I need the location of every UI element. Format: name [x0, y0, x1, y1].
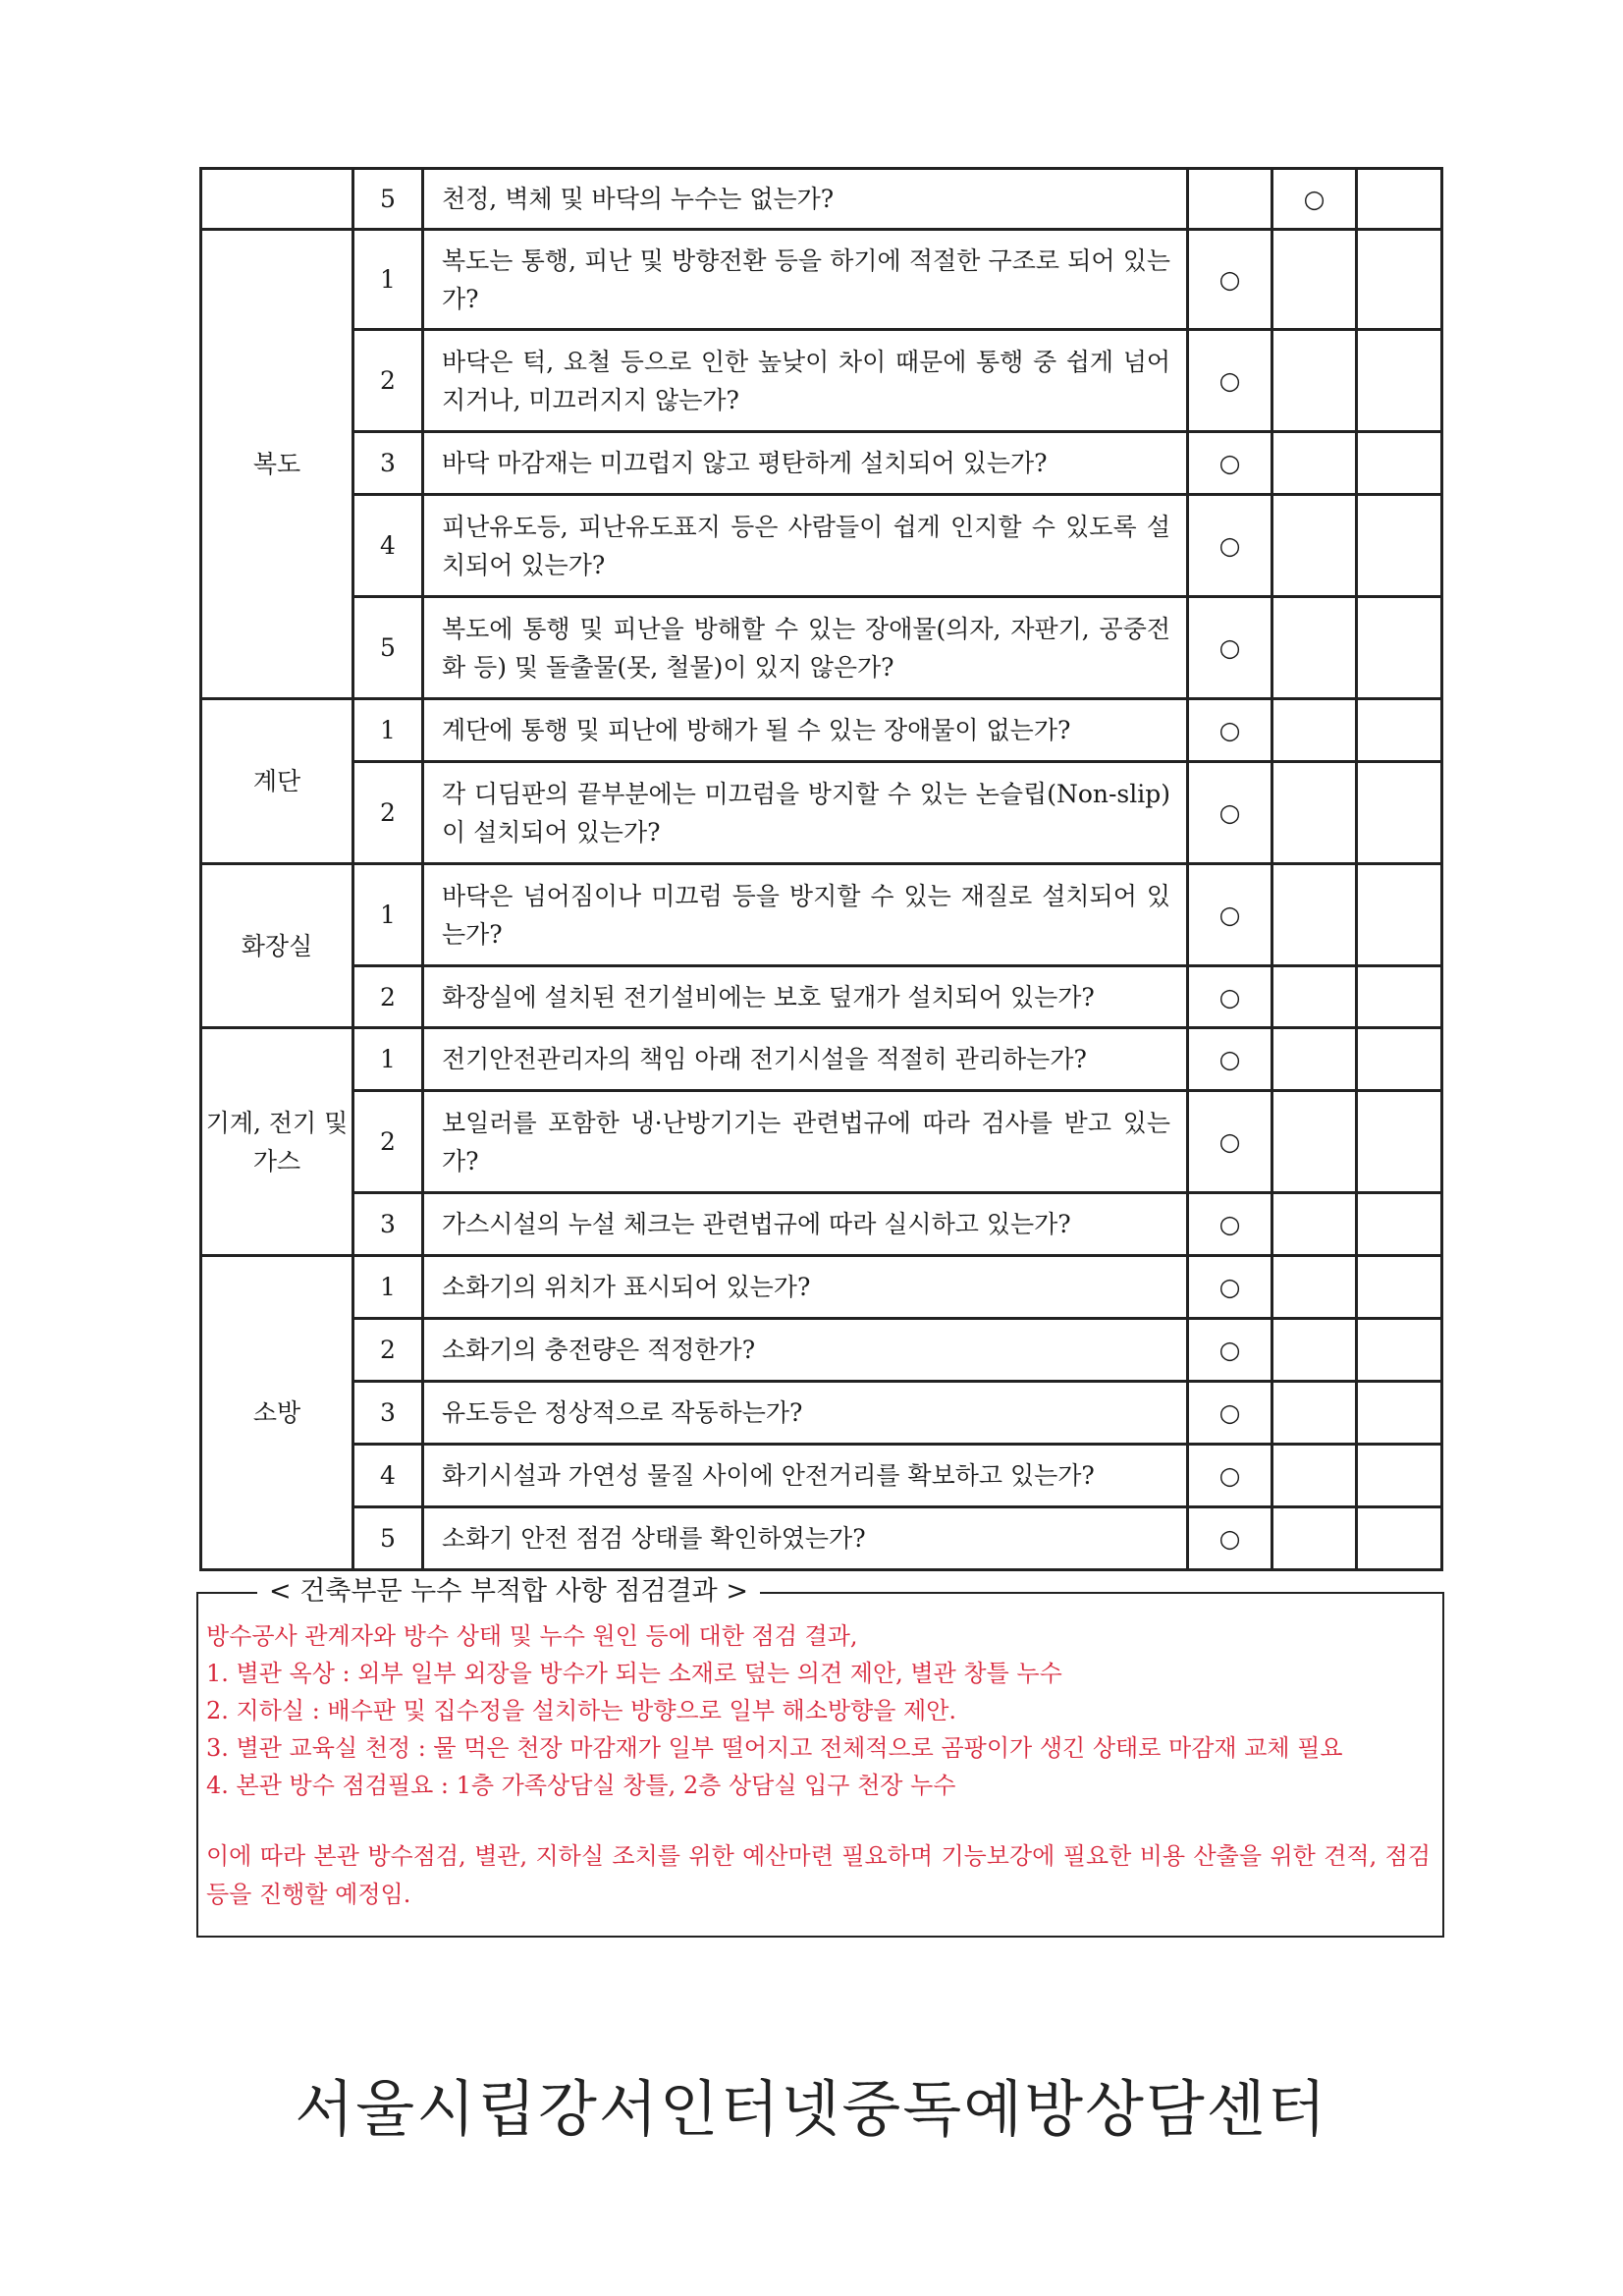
- organization-name: 서울시립강서인터넷중독예방상담센터: [295, 2073, 1328, 2145]
- item-number-cell: 3: [353, 1382, 423, 1445]
- item-number-cell: 2: [353, 1319, 423, 1382]
- check-cell: [1272, 966, 1357, 1028]
- check-cell: [1272, 432, 1357, 495]
- question-cell: 천정, 벽체 및 바닥의 누수는 없는가?: [423, 169, 1188, 230]
- item-number-cell: 2: [353, 966, 423, 1028]
- check-cell: [1357, 495, 1442, 597]
- item-number-cell: 5: [353, 597, 423, 699]
- checklist-body: [201, 169, 1442, 1570]
- check-cell: [1357, 699, 1442, 762]
- question-cell: 복도는 통행, 피난 및 방향전환 등을 하기에 적절한 구조로 되어 있는가?: [423, 230, 1188, 330]
- item-number-cell: 2: [353, 330, 423, 432]
- check-mark-cell: ○: [1188, 1256, 1272, 1319]
- check-mark-cell: ○: [1188, 966, 1272, 1028]
- question-cell: 소화기 안전 점검 상태를 확인하였는가?: [423, 1507, 1188, 1570]
- result-line: 4. 본관 방수 점검필요 : 1층 가족상담실 창틀, 2층 상담실 입구 천장 누수: [206, 1772, 956, 1799]
- check-cell: [1272, 330, 1357, 432]
- check-mark-cell: ○: [1188, 1507, 1272, 1570]
- question-cell: 바닥 마감재는 미끄럽지 않고 평탄하게 설치되어 있는가?: [423, 432, 1188, 495]
- item-number-cell: 4: [353, 495, 423, 597]
- check-mark-cell: ○: [1188, 1193, 1272, 1256]
- check-cell: [1357, 762, 1442, 864]
- check-cell: [1272, 864, 1357, 966]
- question-cell: 계단에 통행 및 피난에 방해가 될 수 있는 장애물이 없는가?: [423, 699, 1188, 762]
- table-row: [201, 330, 1442, 432]
- item-number-cell: 5: [353, 169, 423, 230]
- question-cell: 유도등은 정상적으로 작동하는가?: [423, 1382, 1188, 1445]
- question-cell: 전기안전관리자의 책임 아래 전기시설을 적절히 관리하는가?: [423, 1028, 1188, 1091]
- item-number-cell: 2: [353, 1091, 423, 1193]
- check-cell: [1357, 966, 1442, 1028]
- check-cell: [1272, 1028, 1357, 1091]
- result-line: 2. 지하실 : 배수판 및 집수정을 설치하는 방향으로 일부 해소방향을 제안.: [206, 1697, 957, 1724]
- check-cell: [1357, 330, 1442, 432]
- check-cell: [1357, 864, 1442, 966]
- check-cell: [1357, 1382, 1442, 1445]
- check-cell: [1272, 1256, 1357, 1319]
- check-mark-cell: ○: [1188, 1091, 1272, 1193]
- check-mark-cell: ○: [1188, 699, 1272, 762]
- check-cell: [1272, 230, 1357, 330]
- check-cell: [1272, 1445, 1357, 1507]
- table-row: [201, 169, 1442, 230]
- table-row: [201, 1256, 1442, 1319]
- table-row: [201, 1193, 1442, 1256]
- check-mark-cell: ○: [1188, 1319, 1272, 1382]
- category-cell: [201, 169, 353, 230]
- inspection-result-box: [196, 1576, 1444, 1938]
- check-mark-cell: ○: [1272, 169, 1357, 230]
- check-cell: [1272, 495, 1357, 597]
- check-cell: [1357, 169, 1442, 230]
- check-cell: [1272, 699, 1357, 762]
- result-line: 3. 별관 교육실 천정 : 물 먹은 천장 마감재가 일부 떨어지고 전체적으로 곰팡이가 생긴 상태로 마감재 교체 필요: [206, 1734, 1343, 1762]
- question-cell: 복도에 통행 및 피난을 방해할 수 있는 장애물(의자, 자판기, 공중전화 등) 및 돌출물(못, 철물)이 있지 않은가?: [423, 597, 1188, 699]
- item-number-cell: 1: [353, 230, 423, 330]
- check-mark-cell: ○: [1188, 762, 1272, 864]
- table-row: [201, 966, 1442, 1028]
- item-number-cell: 2: [353, 762, 423, 864]
- check-cell: [1272, 1193, 1357, 1256]
- item-number-cell: 1: [353, 699, 423, 762]
- check-mark-cell: ○: [1188, 330, 1272, 432]
- check-mark-cell: ○: [1188, 432, 1272, 495]
- check-cell: [1357, 1445, 1442, 1507]
- table-row: [201, 230, 1442, 330]
- item-number-cell: 1: [353, 1028, 423, 1091]
- table-row: [201, 1507, 1442, 1570]
- category-cell: 소방: [201, 1256, 353, 1570]
- check-cell: [1272, 762, 1357, 864]
- check-cell: [1272, 1507, 1357, 1570]
- category-cell: 기계, 전기 및 가스: [201, 1028, 353, 1256]
- item-number-cell: 1: [353, 864, 423, 966]
- inspection-checklist-table: [199, 167, 1443, 1571]
- item-number-cell: 4: [353, 1445, 423, 1507]
- check-cell: [1357, 597, 1442, 699]
- question-cell: 화장실에 설치된 전기설비에는 보호 덮개가 설치되어 있는가?: [423, 966, 1188, 1028]
- result-lines: [206, 1617, 1433, 1804]
- check-cell: [1272, 1319, 1357, 1382]
- question-cell: 피난유도등, 피난유도표지 등은 사람들이 쉽게 인지할 수 있도록 설치되어 있는가?: [423, 495, 1188, 597]
- item-number-cell: 3: [353, 432, 423, 495]
- check-cell: [1188, 169, 1272, 230]
- question-cell: 바닥은 넘어짐이나 미끄럼 등을 방지할 수 있는 재질로 설치되어 있는가?: [423, 864, 1188, 966]
- table-row: [201, 1445, 1442, 1507]
- question-cell: 가스시설의 누설 체크는 관련법규에 따라 실시하고 있는가?: [423, 1193, 1188, 1256]
- check-mark-cell: ○: [1188, 864, 1272, 966]
- question-cell: 보일러를 포함한 냉·난방기기는 관련법규에 따라 검사를 받고 있는가?: [423, 1091, 1188, 1193]
- table-row: [201, 1319, 1442, 1382]
- result-line: 1. 별관 옥상 : 외부 일부 외장을 방수가 되는 소재로 덮는 의견 제안, 별관 창틀 누수: [206, 1660, 1062, 1687]
- check-cell: [1357, 230, 1442, 330]
- table-row: [201, 1028, 1442, 1091]
- check-cell: [1357, 1319, 1442, 1382]
- table-row: [201, 1091, 1442, 1193]
- question-cell: 소화기의 충전량은 적정한가?: [423, 1319, 1188, 1382]
- check-mark-cell: ○: [1188, 1028, 1272, 1091]
- check-mark-cell: ○: [1188, 1382, 1272, 1445]
- result-line: 방수공사 관계자와 방수 상태 및 누수 원인 등에 대한 점검 결과,: [206, 1622, 858, 1650]
- result-title: < 건축부문 누수 부적합 사항 점검결과 >: [257, 1574, 760, 1610]
- table-row: [201, 432, 1442, 495]
- check-cell: [1357, 1028, 1442, 1091]
- check-cell: [1357, 1507, 1442, 1570]
- item-number-cell: 3: [353, 1193, 423, 1256]
- table-row: [201, 597, 1442, 699]
- check-cell: [1357, 1091, 1442, 1193]
- check-cell: [1272, 1091, 1357, 1193]
- check-cell: [1357, 432, 1442, 495]
- check-cell: [1272, 1382, 1357, 1445]
- table-row: [201, 1382, 1442, 1445]
- table-row: [201, 762, 1442, 864]
- category-cell: 복도: [201, 230, 353, 699]
- table-row: [201, 864, 1442, 966]
- category-cell: 화장실: [201, 864, 353, 1028]
- check-cell: [1272, 597, 1357, 699]
- category-cell: 계단: [201, 699, 353, 864]
- check-mark-cell: ○: [1188, 1445, 1272, 1507]
- table-row: [201, 495, 1442, 597]
- question-cell: 소화기의 위치가 표시되어 있는가?: [423, 1256, 1188, 1319]
- check-cell: [1357, 1193, 1442, 1256]
- question-cell: 화기시설과 가연성 물질 사이에 안전거리를 확보하고 있는가?: [423, 1445, 1188, 1507]
- check-mark-cell: ○: [1188, 495, 1272, 597]
- check-mark-cell: ○: [1188, 230, 1272, 330]
- table-row: [201, 699, 1442, 762]
- question-cell: 바닥은 턱, 요철 등으로 인한 높낮이 차이 때문에 통행 중 쉽게 넘어지거나, 미끄러지지 않는가?: [423, 330, 1188, 432]
- item-number-cell: 5: [353, 1507, 423, 1570]
- check-cell: [1357, 1256, 1442, 1319]
- question-cell: 각 디딤판의 끝부분에는 미끄럼을 방지할 수 있는 논슬립(Non-slip)이 설치되어 있는가?: [423, 762, 1188, 864]
- item-number-cell: 1: [353, 1256, 423, 1319]
- result-closing: 이에 따라 본관 방수점검, 별관, 지하실 조치를 위한 예산마련 필요하며 기능보강에 필요한 비용 산출을 위한 견적, 점검 등을 진행할 예정임.: [206, 1842, 1431, 1908]
- check-mark-cell: ○: [1188, 597, 1272, 699]
